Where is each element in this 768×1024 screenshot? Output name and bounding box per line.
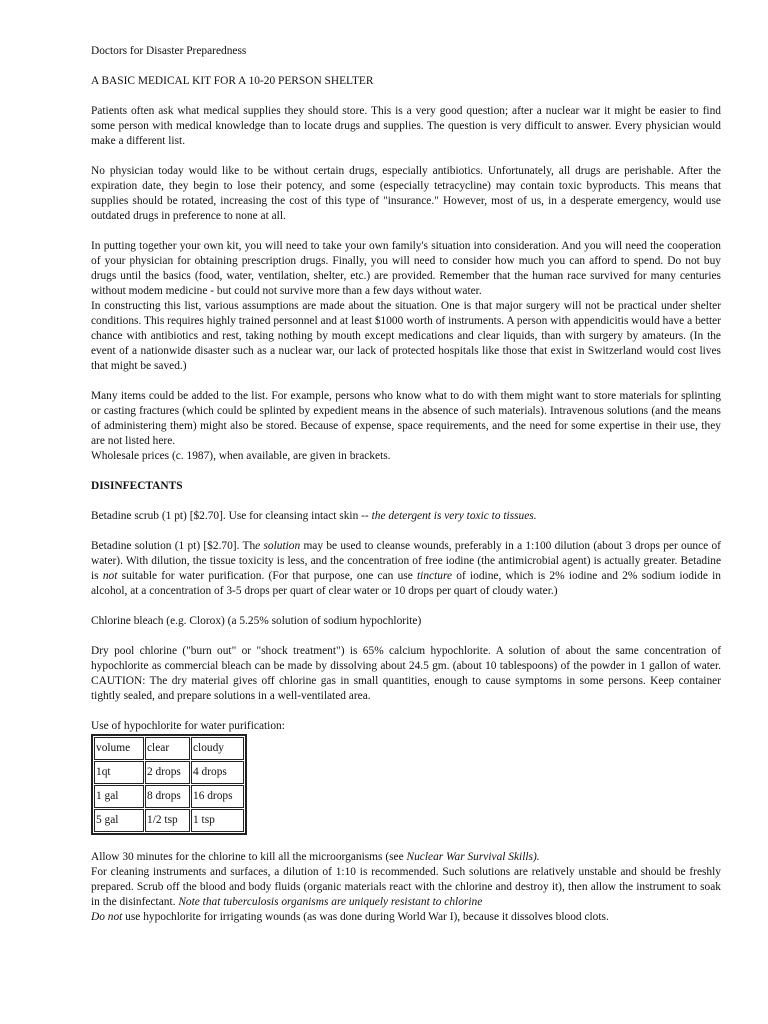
hypochlorite-table: [91, 734, 247, 835]
betadine-solution-italic-b: not: [102, 570, 118, 582]
betadine-solution-italic-c: tincture: [417, 570, 453, 582]
table-header-cell: cloudy: [191, 737, 244, 760]
do-not-text: use hypochlorite for irrigating wounds (as was done during World War I), because it dissolves blood clots.: [122, 911, 609, 923]
betadine-solution-italic-a: e solution: [255, 540, 301, 552]
betadine-solution-paragraph: [91, 539, 721, 599]
table-cell: 1 gal: [94, 785, 144, 808]
do-not-irrigate-line: [91, 910, 721, 925]
table-cell: 1qt: [94, 761, 144, 784]
prices-note: Wholesale prices (c. 1987), when available, are given in brackets.: [91, 450, 391, 462]
betadine-scrub-paragraph: [91, 509, 721, 524]
tuberculosis-note: Note that tuberculosis organisms are uniquely resistant to chlorine: [178, 896, 483, 908]
intro-paragraph-5: Many items could be added to the list. For example, persons who know what to do with them might want to store materials for splinting or casting fractures (which could be splinted by expedient means in the absence of such materials). Intravenous solutions (and the means of administering them) might also be stored. Because of expense, space requirements, and the need for some expertise in their use, they are not listed here.: [91, 390, 721, 447]
table-row: [94, 761, 244, 784]
table-cell: 5 gal: [94, 809, 144, 832]
betadine-scrub-warning: the detergent is very toxic to tissues.: [371, 510, 537, 522]
section-heading-disinfectants: DISINFECTANTS: [91, 480, 183, 492]
betadine-solution-text-c: suitable for water purification. (For that purpose, one can use: [117, 570, 418, 582]
betadine-solution-text-a: Betadine solution (1 pt) [$2.70]. Th: [91, 540, 256, 552]
document-page: [91, 44, 721, 925]
do-not-emphasis: Do not: [91, 911, 123, 923]
betadine-solution-text-d: of iodine, which is 2% iodine and 2% sodium iodide in alcohol, at a concentration of 3-5 drops per quart of clear water or 10 drops per quart of cloudy water.): [91, 570, 721, 597]
table-header-row: [94, 737, 244, 760]
table-cell: 2 drops: [145, 761, 190, 784]
cleaning-instruments-paragraph: [91, 865, 721, 910]
table-cell: 1 tsp: [191, 809, 244, 832]
organization-name: Doctors for Disaster Preparedness: [91, 45, 247, 57]
intro-paragraph-3: In putting together your own kit, you will need to take your own family's situation into consideration. And you will need the cooperation of your physician for obtaining prescription drugs. Finally, you will need to consider how much you can afford to spend. Do not buy drugs until the basics (food, water, ventilation, shelter, etc.) are provided. Remember that the human race survived for many centuries without modem medicine - but could not survive more than a few days without water.: [91, 240, 721, 297]
table-cell: 16 drops: [191, 785, 244, 808]
dry-pool-chlorine-paragraph: Dry pool chlorine ("burn out" or "shock treatment") is 65% calcium hypochlorite. A solution of about the same concentration of hypochlorite as commercial bleach can be made by dissolving about 24.5 gm. (about 10 tablespoons) of the powder in 1 gallon of water. CAUTION: The dry material gives off chlorine gas in small quantities, enough to cause symptoms in some persons. Keep container tightly sealed, and prepare solutions in a well-ventilated area.: [91, 645, 721, 702]
table-cell: 8 drops: [145, 785, 190, 808]
table-cell: 1/2 tsp: [145, 809, 190, 832]
table-row: [94, 809, 244, 832]
table-header-cell: volume: [94, 737, 144, 760]
intro-paragraph-1: Patients often ask what medical supplies they should store. This is a very good question; after a nuclear war it might be easier to find some person with medical knowledge than to locate drugs and supplies. The question is very difficult to answer. Every physician would make a different list.: [91, 105, 721, 147]
table-cell: 4 drops: [191, 761, 244, 784]
cleaning-text: For cleaning instruments and surfaces, a dilution of 1:10 is recommended. Such solutions are relatively unstable and should be freshly prepared. Scrub off the blood and body fluids (organic materials react with the chlorine and destroy it), then allow the instrument to soak in the disinfectant.: [91, 866, 721, 908]
allow-text: Allow 30 minutes for the chlorine to kill all the microorganisms (see: [91, 851, 407, 863]
table-row: [94, 785, 244, 808]
intro-paragraph-2: No physician today would like to be without certain drugs, especially antibiotics. Unfortunately, all drugs are perishable. After the expiration date, they begin to lose their potency, and some (especially tetracycline) may contain toxic byproducts. This means that supplies should be rotated, increasing the cost of this type of "insurance." However, most of us, in a desperate emergency, would use outdated drugs in preference to none at all.: [91, 165, 721, 222]
table-caption: Use of hypochlorite for water purification:: [91, 720, 285, 732]
betadine-solution-text-b: may be used to cleanse wounds, preferably in a 1:100 dilution (about 3 drops per ounce of water). With dilution, the tissue toxicity is less, and the concentration of free iodine (the antimicrobial agent) is actually greater. Betadine is: [91, 540, 721, 582]
table-header-cell: clear: [145, 737, 190, 760]
chlorine-bleach-paragraph: Chlorine bleach (e.g. Clorox) (a 5.25% solution of sodium hypochlorite): [91, 615, 422, 627]
document-title: A BASIC MEDICAL KIT FOR A 10-20 PERSON SHELTER: [91, 75, 374, 87]
book-reference: Nuclear War Survival Skills).: [406, 851, 540, 863]
intro-paragraph-4: In constructing this list, various assumptions are made about the situation. One is that major surgery will not be practical under shelter conditions. This requires highly trained personnel and at least $1000 worth of instruments. A person with appendicitis would have a better chance with antibiotics and rest, taking nothing by mouth except medications and clear liquids, than with surgery by amateurs. (In the event of a nationwide disaster such as a nuclear war, our lack of protected hospitals like those that exist in Switzerland would cost lives that might be saved.): [91, 300, 721, 372]
allow-30-minutes-line: [91, 850, 721, 865]
betadine-scrub-text: Betadine scrub (1 pt) [$2.70]. Use for cleansing intact skin --: [91, 510, 372, 522]
